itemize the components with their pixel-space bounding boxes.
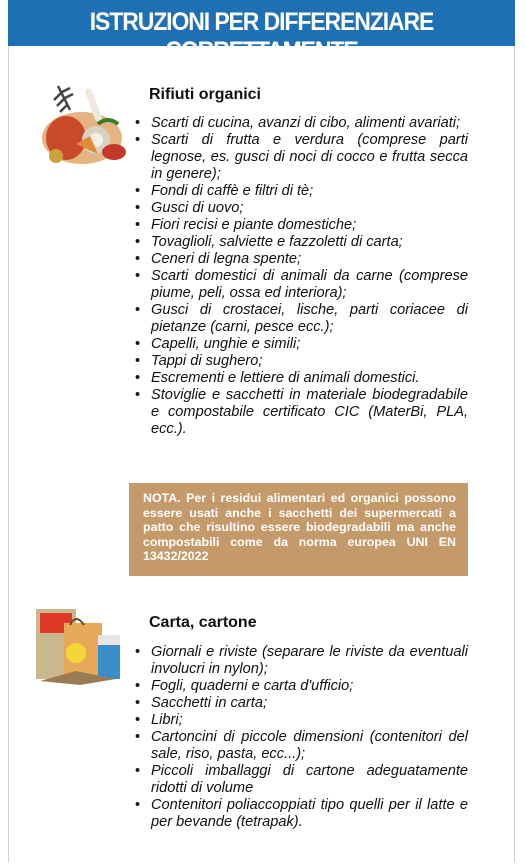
paper-section-title: Carta, cartone (149, 614, 257, 631)
list-item: • Cartoncini di piccole dimensioni (contenitori del sale, riso, pasta, ecc...); (135, 729, 468, 763)
list-item: • Giornali e riviste (separare le riviste da eventuali involucri in nylon); (135, 644, 468, 678)
organic-waste-icon (36, 80, 128, 168)
header-banner (8, 0, 515, 65)
list-item: • Capelli, unghie e simili; (135, 336, 468, 353)
paper-waste-icon (34, 605, 126, 687)
list-item: • Fiori recisi e piante domestiche; (135, 217, 468, 234)
list-item: • Escrementi e lettiere di animali domestici. (135, 370, 468, 387)
list-item: • Tappi di sughero; (135, 353, 468, 370)
list-item: • Ceneri di legna spente; (135, 251, 468, 268)
list-item: • Fondi di caffè e filtri di tè; (135, 183, 468, 200)
organic-list (135, 115, 468, 438)
list-item: • Gusci di uovo; (135, 200, 468, 217)
list-item: • Scarti di cucina, avanzi di cibo, alimenti avariati; (135, 115, 468, 132)
list-item: • Stoviglie e sacchetti in materiale biodegradabile e compostabile certificato CIC (MaterBi, PLA, ecc.). (135, 387, 468, 438)
list-item: • Gusci di crostacei, lische, parti coriacee di pietanze (carni, pesce ecc.); (135, 302, 468, 336)
note-box: NOTA. Per i residui alimentari ed organici possono essere usati anche i sacchetti dei supermercati a patto che risultino essere biodegradabili ma anche compostabili come da norma europea UNI EN 13432/2022 (129, 483, 468, 576)
list-item: • Sacchetti in carta; (135, 695, 468, 712)
list-item: • Contenitori poliaccoppiati tipo quelli per il latte e per bevande (tetrapak). (135, 797, 468, 831)
list-item: • Scarti domestici di animali da carne (comprese piume, peli, ossa ed interiora); (135, 268, 468, 302)
list-item: • Scarti di frutta e verdura (comprese parti legnose, es. gusci di noci di cocco e frutta secca in genere); (135, 132, 468, 183)
page-title: ISTRUZIONI PER DIFFERENZIARE CORRETTAMENTE (89, 8, 434, 65)
list-item: • Libri; (135, 712, 468, 729)
list-item: • Tovaglioli, salviette e fazzoletti di carta; (135, 234, 468, 251)
list-item: • Piccoli imballaggi di cartone adeguatamente ridotti di volume (135, 763, 468, 797)
organic-section-title: Rifiuti organici (149, 86, 261, 103)
list-item: • Fogli, quaderni e carta d'ufficio; (135, 678, 468, 695)
paper-list (135, 644, 468, 831)
